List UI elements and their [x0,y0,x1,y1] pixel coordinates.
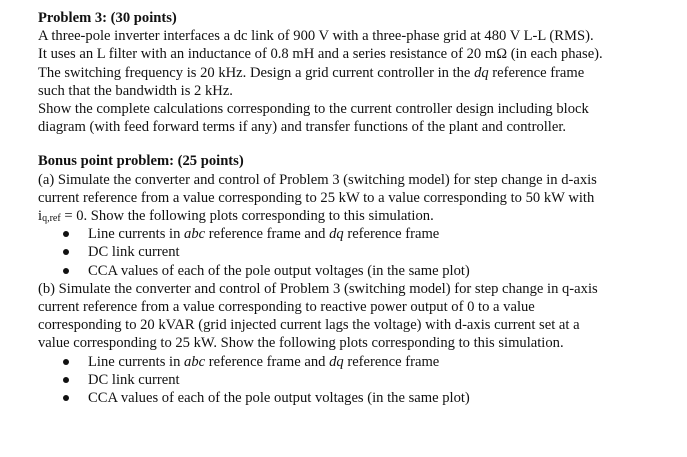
part-b-line-2: current reference from a value corresponding to reactive power output of 0 to a value [38,299,535,316]
problem3-line-6: diagram (with feed forward terms if any) and transfer functions of the plant and controller. [38,119,567,136]
list-item: CCA values of each of the pole output voltages (in the same plot) [38,262,677,280]
bullet-text: Line currents in [88,353,185,370]
iq-symbol: i [38,208,43,225]
list-item: DC link current [38,243,677,261]
section-gap [38,136,677,152]
list-item [38,225,677,243]
problem3-line-3-text: The switching frequency is 20 kHz. Design a grid current controller in the [38,64,475,81]
problem3-line-4: such that the bandwidth is 2 kHz. [38,82,233,99]
part-b-plot-list [38,353,677,408]
list-item: DC link current [38,371,677,389]
bullet-text: reference frame and [205,353,330,370]
abc-symbol: abc [184,226,206,243]
problem3-line-1: A three-pole inverter interfaces a dc link of 900 V with a three-phase grid at 480 V L-L (RMS). [38,28,594,45]
bullet-text: reference frame and [205,226,330,243]
problem3-line-3 [38,64,677,82]
list-item [38,353,677,371]
bullet-text: reference frame [343,353,440,370]
problem3-line-2: It uses an L filter with an inductance of 0.8 mH and a series resistance of 20 mΩ (in each phase). [38,46,603,63]
dq-symbol: dq [474,64,489,81]
abc-symbol: abc [184,353,206,370]
dq-symbol: dq [329,353,344,370]
part-b-line-4: value corresponding to 25 kW. Show the following plots corresponding to this simulation. [38,335,564,352]
part-a-line-3 [38,207,677,225]
problem3-title: Problem 3: (30 points) [38,10,177,26]
part-a-line-3-text: = 0. Show the following plots corresponding to this simulation. [60,208,434,225]
part-a-line-1: (a) Simulate the converter and control of Problem 3 (switching model) for step change in d-axis [38,171,597,188]
iq-subscript: q,ref [42,213,61,225]
problem3-line-5: Show the complete calculations corresponding to the current controller design including block [38,101,589,118]
problem3-line-3-end: reference frame [488,64,585,81]
part-a-line-2: current reference from a value corresponding to 25 kW to a value corresponding to 50 kW with [38,189,595,206]
bullet-text: Line currents in [88,226,185,243]
dq-symbol: dq [329,226,344,243]
part-a-plot-list [38,225,677,280]
list-item: CCA values of each of the pole output voltages (in the same plot) [38,389,677,407]
part-b-line-3: corresponding to 20 kVAR (grid injected current lags the voltage) with d-axis current set at a [38,317,580,334]
bullet-text: reference frame [343,226,440,243]
bonus-title: Bonus point problem: (25 points) [38,153,244,170]
part-b-line-1: (b) Simulate the converter and control of Problem 3 (switching model) for step change in q-axis [38,280,598,297]
